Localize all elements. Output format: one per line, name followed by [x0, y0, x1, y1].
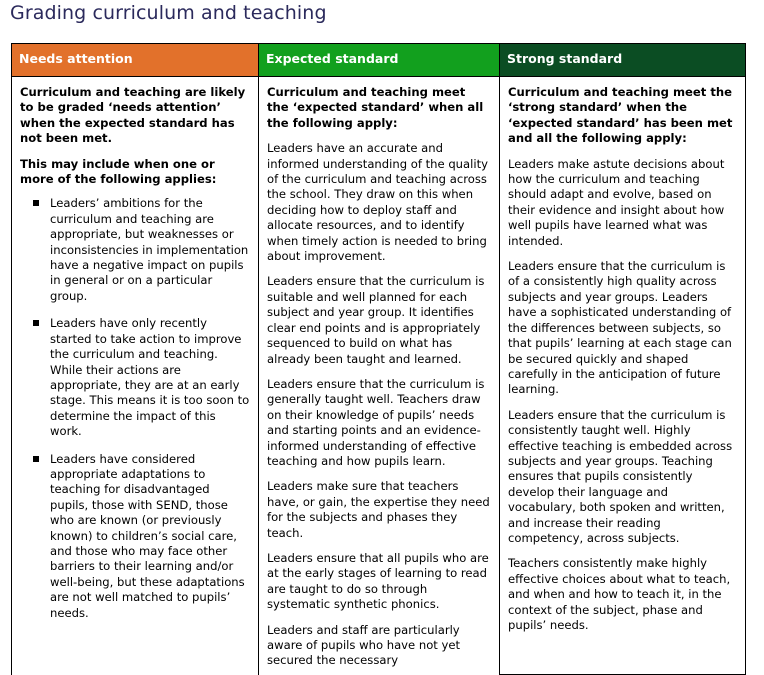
list-item: [20, 196, 250, 304]
strong-standard-paragraph: Teachers consistently make highly effective choices about what to teach, and when and how to teach it, in the context of the subject, phase and pupils’ needs.: [508, 556, 731, 632]
expected-standard-paragraph: Leaders have an accurate and informed understanding of the quality of the curriculum and teaching across the school. They draw on this when deciding how to deploy staff and allocate resources, and to identify when timely action is needed to bring about improvement.: [267, 141, 488, 264]
page-title: Grading curriculum and teaching: [10, 2, 327, 24]
strong-standard-paragraph: Leaders ensure that the curriculum is of a consistently high quality across subjects and year groups. Leaders have a sophisticated understanding of the differences between subjects, so that pupils’ learning at each stage can be secured quickly and shaped carefully in the anticipation of future learning.: [508, 259, 732, 397]
cell-strong-standard: [500, 77, 746, 675]
expected-standard-paragraph: Leaders and staff are particularly aware of pupils who have not yet secured the necessary: [267, 622, 461, 668]
cell-needs-attention: [12, 77, 259, 675]
square-bullet-icon: [33, 200, 39, 206]
needs-attention-bullet-list: [20, 196, 250, 621]
needs-attention-lead-2: This may include when one or more of the following applies:: [20, 156, 217, 187]
expected-standard-paragraph: Leaders ensure that all pupils who are at the early stages of learning to read are taught to do so through systematic synthetic phonics.: [267, 550, 489, 612]
strong-standard-paragraph: Leaders ensure that the curriculum is consistently taught well. Highly effective teaching is embedded across subjects and year groups. Teaching ensures that pupils consistently develop their language and vocabulary, both spoken and written, and increase their reading competency, across subjects.: [508, 407, 733, 545]
list-item: [20, 316, 250, 439]
table-body: [12, 77, 746, 675]
table-row: [12, 77, 746, 675]
list-item-text: Leaders have only recently started to take action to improve the curriculum and teaching. While their actions are appropriate, they are at an early stage. This means it is too soon to determine the impact of this work.: [50, 316, 250, 439]
expected-standard-lead: Curriculum and teaching meet the ‘expected standard’ when all the following apply:: [267, 85, 484, 130]
table-header-row: [12, 44, 746, 77]
list-item-text: Leaders’ ambitions for the curriculum and teaching are appropriate, but weaknesses or inconsistencies in implementation have a negative impact on pupils in general or on a particular group.: [50, 196, 249, 303]
expected-standard-paragraph: Leaders ensure that the curriculum is suitable and well planned for each subject and year group. It identifies clear end points and is appropriately sequenced to build on what has already been taught and learned.: [267, 274, 485, 366]
strong-standard-paragraph: Leaders make astute decisions about how the curriculum and teaching should adapt and evolve, based on their evidence and insight about how well pupils have learned what was intended.: [508, 156, 725, 248]
cell-expected-standard: [259, 77, 500, 675]
needs-attention-content: [20, 85, 250, 621]
square-bullet-icon: [33, 320, 39, 326]
list-item: [20, 452, 250, 621]
strong-standard-lead: Curriculum and teaching meet the ‘strong standard’ when the ‘expected standard’ has been met and all the following apply:: [508, 85, 733, 146]
list-item-text: Leaders have considered appropriate adaptations to teaching for disadvantaged pupils, those with SEND, those who are known (or previously known) to children’s social care, and those who may face other barriers to their learning and/or well-being, but these adaptations are not well matched to pupils’ needs.: [50, 451, 245, 620]
expected-standard-content: [267, 85, 491, 669]
square-bullet-icon: [33, 456, 39, 462]
grading-criteria-table: [11, 43, 746, 675]
needs-attention-lead-1: Curriculum and teaching are likely to be graded ‘needs attention’ when the expected standard has not been met.: [20, 85, 246, 146]
column-header-expected-standard: Expected standard: [259, 44, 500, 77]
column-header-needs-attention: Needs attention: [12, 44, 259, 77]
expected-standard-paragraph: Leaders ensure that the curriculum is generally taught well. Teachers draw on their knowledge of pupils’ needs and starting points and an evidence-informed understanding of effective teaching and how pupils learn.: [267, 376, 485, 468]
column-header-strong-standard: Strong standard: [500, 44, 746, 77]
expected-standard-paragraph: Leaders make sure that teachers have, or gain, the expertise they need for the subjects and phases they teach.: [267, 479, 490, 540]
strong-standard-content: [508, 85, 737, 633]
